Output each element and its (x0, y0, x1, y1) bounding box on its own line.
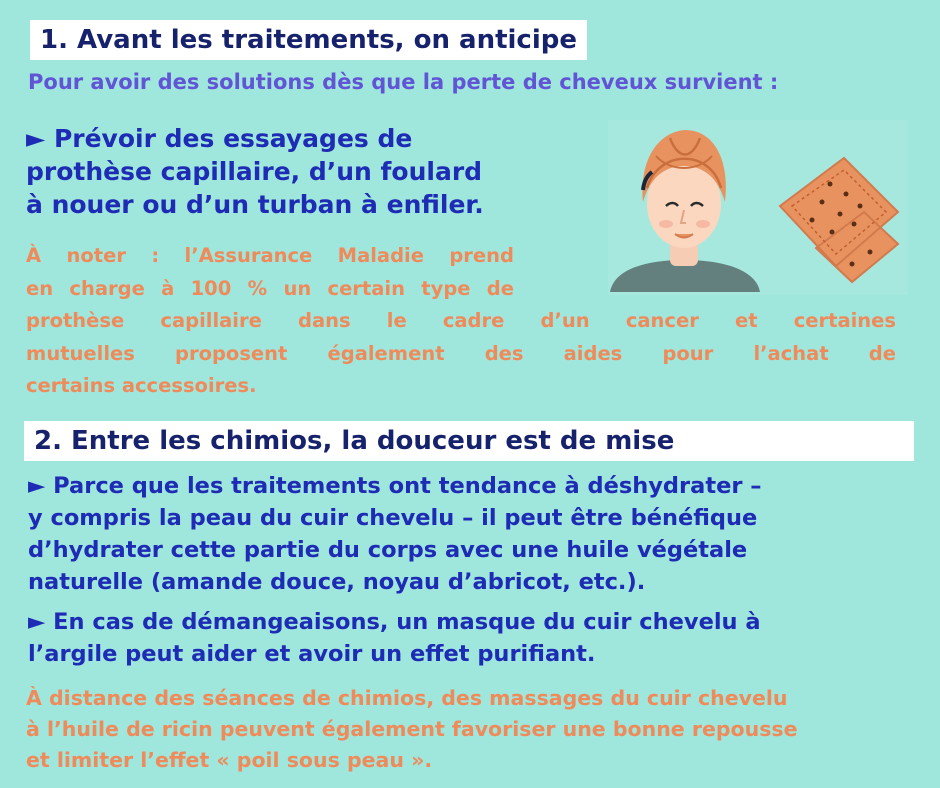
note-line: À distance des séances de chimios, des massages du cuir chevelu (26, 686, 788, 710)
note-line: à l’huile de ricin peuvent également favoriser une bonne repousse (26, 717, 798, 741)
bullet-line: ► En cas de démangeaisons, un masque du cuir chevelu à (28, 609, 761, 635)
bullet-line: naturelle (amande douce, noyau d’abricot, etc.). (28, 569, 646, 595)
section2-bullet-clay-mask (28, 606, 908, 670)
section1-bullet (26, 122, 566, 221)
bullet-line: ► Prévoir des essayages de (26, 124, 413, 153)
bullet-line: l’argile peut aider et avoir un effet purifiant. (28, 641, 596, 667)
section2-heading: 2. Entre les chimios, la douceur est de mise (24, 421, 914, 461)
bullet-line: d’hydrater cette partie du corps avec une huile végétale (28, 537, 748, 563)
arrow-bullet-icon: ► (28, 473, 46, 499)
note-line: et limiter l’effet « poil sous peau ». (26, 748, 433, 772)
note-line: À noter : l’Assurance Maladie prend (26, 244, 514, 267)
bullet-line: ► Parce que les traitements ont tendance à déshydrater – (28, 473, 762, 499)
section2-bullet-hydration (28, 470, 908, 598)
note-line: certains accessoires. (26, 374, 257, 397)
bullet-line: y compris la peau du cuir chevelu – il peut être bénéfique (28, 505, 758, 531)
section1-intro: Pour avoir des solutions dès que la perte de cheveux survient : (28, 70, 779, 94)
arrow-bullet-icon: ► (28, 609, 46, 635)
note-line: mutuelles proposent également des aides pour l’achat de (26, 341, 896, 365)
arrow-bullet-icon: ► (26, 124, 46, 153)
section1-heading: 1. Avant les traitements, on anticipe (30, 20, 587, 60)
section2-note (26, 683, 906, 776)
note-line: en charge à 100 % un certain type de (26, 276, 514, 300)
bullet-line: à nouer ou d’un turban à enfiler. (26, 190, 484, 219)
note-line: prothèse capillaire dans le cadre d’un cancer et certaines (26, 309, 896, 332)
section1-note (26, 240, 896, 403)
bullet-line: prothèse capillaire, d’un foulard (26, 157, 483, 186)
